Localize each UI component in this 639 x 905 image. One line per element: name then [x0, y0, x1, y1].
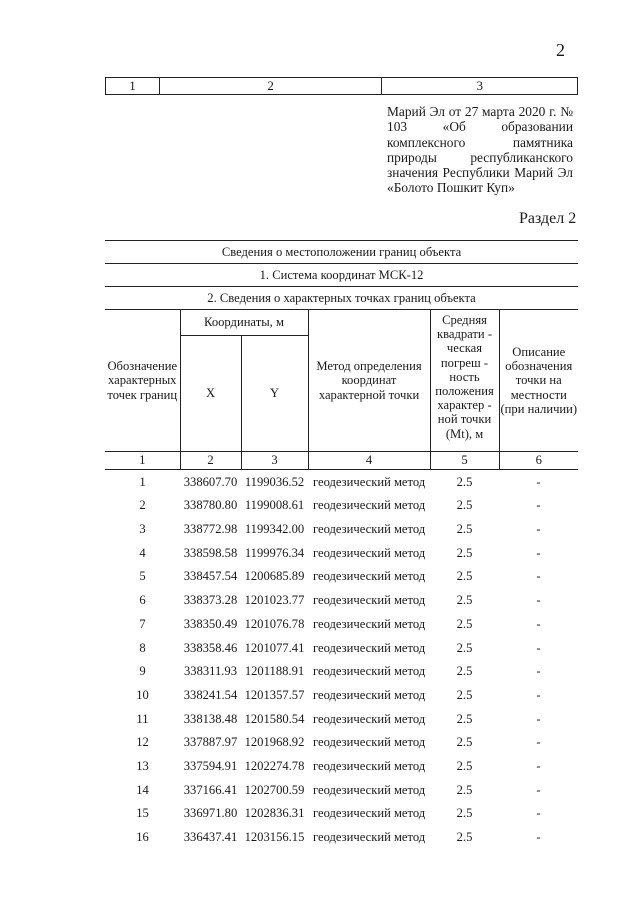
- table-row: [105, 588, 578, 612]
- table-row: [105, 802, 578, 826]
- mean-error-cell: 2.5: [456, 474, 473, 489]
- continuation-header-table: [105, 77, 578, 95]
- method-cell: геодезический метод: [313, 687, 426, 702]
- coord-x-cell: 338373.28: [183, 593, 238, 608]
- coordinate-system-title: 1. Система координат МСК-12: [105, 264, 578, 287]
- table-row: [105, 470, 578, 494]
- continuation-text: Марий Эл от 27 марта 2020 г. № 103 «Об образовании комплексного памятника природы республиканского значения Республики Марий Эл «Болото Пошкит Куп»: [387, 104, 573, 196]
- coord-x-cell: 338598.58: [183, 545, 238, 560]
- col-coords-header: Координаты, м: [180, 310, 308, 336]
- coord-y-cell: 1201077.41: [244, 640, 305, 655]
- method-cell: геодезический метод: [313, 640, 426, 655]
- mean-error-cell: 2.5: [456, 616, 473, 631]
- coord-x-cell: 336437.41: [183, 830, 238, 845]
- col-method-header: Метод определения координат характерной точки: [308, 310, 430, 452]
- mean-error-cell: 2.5: [456, 687, 473, 702]
- coord-x-cell: 338350.49: [183, 616, 238, 631]
- coord-y-cell: 1199976.34: [244, 545, 305, 560]
- points-info-title: 2. Сведения о характерных точках границ объекта: [105, 287, 578, 310]
- table-body: [105, 470, 578, 850]
- description-cell: -: [536, 569, 541, 584]
- method-cell: геодезический метод: [313, 616, 426, 631]
- col-x-header: X: [180, 336, 241, 452]
- point-number-cell: 8: [139, 640, 146, 655]
- description-cell: -: [536, 522, 541, 537]
- column-number-row: [105, 452, 578, 470]
- mean-error-cell: 2.5: [456, 593, 473, 608]
- description-cell: -: [536, 545, 541, 560]
- header-col-2: 2: [159, 78, 382, 95]
- description-cell: -: [536, 616, 541, 631]
- mean-error-cell: 2.5: [456, 782, 473, 797]
- method-cell: геодезический метод: [313, 474, 426, 489]
- method-cell: геодезический метод: [313, 545, 426, 560]
- coord-x-cell: 336971.80: [183, 806, 238, 821]
- coord-y-cell: 1199036.52: [244, 474, 305, 489]
- coord-x-cell: 338311.93: [183, 664, 238, 679]
- col-number: 1: [105, 452, 180, 470]
- point-number-cell: 3: [139, 522, 146, 537]
- col-number: 6: [499, 452, 578, 470]
- table-row: [105, 825, 578, 849]
- coord-y-cell: 1202274.78: [244, 758, 305, 773]
- col-number: 5: [430, 452, 499, 470]
- point-number-cell: 6: [139, 593, 146, 608]
- point-number-cell: 14: [136, 782, 149, 797]
- coord-x-cell: 338780.80: [183, 498, 238, 513]
- point-number-cell: 7: [139, 616, 146, 631]
- coord-y-cell: 1203156.15: [244, 830, 305, 845]
- table-row: [105, 778, 578, 802]
- coord-x-cell: 338138.48: [183, 711, 238, 726]
- method-cell: геодезический метод: [313, 569, 426, 584]
- point-number-cell: 2: [139, 498, 146, 513]
- coord-x-cell: 337594.91: [183, 758, 238, 773]
- description-cell: -: [536, 474, 541, 489]
- description-cell: -: [536, 830, 541, 845]
- col-y-header: Y: [241, 336, 308, 452]
- mean-error-cell: 2.5: [456, 522, 473, 537]
- column-header-row-1: [105, 310, 578, 336]
- coord-x-cell: 337166.41: [183, 782, 238, 797]
- col-point-header: Обозначение характерных точек границ: [105, 310, 180, 452]
- coord-x-cell: 338241.54: [183, 687, 238, 702]
- method-cell: геодезический метод: [313, 498, 426, 513]
- method-cell: геодезический метод: [313, 593, 426, 608]
- table-title-row: [105, 241, 578, 264]
- continuation-header-row: [106, 78, 578, 95]
- coord-y-cell: 1202700.59: [244, 782, 305, 797]
- coord-y-cell: 1201076.78: [244, 616, 305, 631]
- method-cell: геодезический метод: [313, 711, 426, 726]
- coord-y-cell: 1199008.61: [244, 498, 305, 513]
- table-row: [105, 565, 578, 589]
- mean-error-cell: 2.5: [456, 640, 473, 655]
- table-row: [105, 517, 578, 541]
- mean-error-cell: 2.5: [456, 806, 473, 821]
- method-cell: геодезический метод: [313, 806, 426, 821]
- table-row: [105, 494, 578, 518]
- col-description-header: Описание обозначения точки на местности (при наличии): [499, 310, 578, 452]
- mean-error-cell: 2.5: [456, 498, 473, 513]
- description-cell: -: [536, 735, 541, 750]
- mean-error-cell: 2.5: [456, 830, 473, 845]
- mean-error-cell: 2.5: [456, 664, 473, 679]
- point-number-cell: 1: [139, 474, 146, 489]
- coord-y-cell: 1202836.31: [244, 806, 305, 821]
- table-row: [105, 683, 578, 707]
- method-cell: геодезический метод: [313, 782, 426, 797]
- boundary-points-table: [105, 240, 578, 849]
- coord-y-cell: 1199342.00: [244, 522, 305, 537]
- table-title: Сведения о местоположении границ объекта: [105, 241, 578, 264]
- description-cell: -: [536, 687, 541, 702]
- coord-y-cell: 1201023.77: [244, 593, 305, 608]
- table-row: [105, 612, 578, 636]
- description-cell: -: [536, 782, 541, 797]
- coord-x-cell: 337887.97: [183, 735, 238, 750]
- page-number: 2: [556, 40, 565, 60]
- section-label: Раздел 2: [519, 210, 577, 227]
- point-number-cell: 4: [139, 545, 146, 560]
- coord-y-cell: 1201580.54: [244, 711, 305, 726]
- method-cell: геодезический метод: [313, 522, 426, 537]
- description-cell: -: [536, 640, 541, 655]
- description-cell: -: [536, 498, 541, 513]
- point-number-cell: 15: [136, 806, 149, 821]
- table-row: [105, 660, 578, 684]
- coord-y-cell: 1201968.92: [244, 735, 305, 750]
- coord-x-cell: 338358.46: [183, 640, 238, 655]
- point-number-cell: 9: [139, 664, 146, 679]
- col-number: 4: [308, 452, 430, 470]
- description-cell: -: [536, 664, 541, 679]
- points-info-row: [105, 287, 578, 310]
- description-cell: -: [536, 593, 541, 608]
- table-row: [105, 754, 578, 778]
- method-cell: геодезический метод: [313, 758, 426, 773]
- description-cell: -: [536, 806, 541, 821]
- coordinate-system-row: [105, 264, 578, 287]
- method-cell: геодезический метод: [313, 735, 426, 750]
- coord-x-cell: 338772.98: [183, 522, 238, 537]
- col-number: 3: [241, 452, 308, 470]
- coord-x-cell: 338607.70: [183, 474, 238, 489]
- point-number-cell: 10: [136, 687, 149, 702]
- header-col-3: 3: [382, 78, 578, 95]
- point-number-cell: 12: [136, 735, 149, 750]
- point-number-cell: 11: [136, 711, 149, 726]
- description-cell: -: [536, 758, 541, 773]
- point-number-cell: 13: [136, 758, 149, 773]
- method-cell: геодезический метод: [313, 664, 426, 679]
- mean-error-cell: 2.5: [456, 569, 473, 584]
- coord-y-cell: 1201357.57: [244, 687, 305, 702]
- mean-error-cell: 2.5: [456, 758, 473, 773]
- mean-error-cell: 2.5: [456, 545, 473, 560]
- mean-error-cell: 2.5: [456, 711, 473, 726]
- method-cell: геодезический метод: [313, 830, 426, 845]
- table-row: [105, 707, 578, 731]
- point-number-cell: 5: [139, 569, 146, 584]
- mean-error-cell: 2.5: [456, 735, 473, 750]
- coord-y-cell: 1201188.91: [244, 664, 305, 679]
- coord-x-cell: 338457.54: [183, 569, 238, 584]
- table-row: [105, 731, 578, 755]
- point-number-cell: 16: [136, 830, 149, 845]
- col-number: 2: [180, 452, 241, 470]
- header-col-1: 1: [106, 78, 160, 95]
- coord-y-cell: 1200685.89: [244, 569, 305, 584]
- col-error-header: Средняя квадрати - ческая погреш - ность положения характер - ной точки (Mt), м: [430, 310, 499, 452]
- table-row: [105, 541, 578, 565]
- description-cell: -: [536, 711, 541, 726]
- table-row: [105, 636, 578, 660]
